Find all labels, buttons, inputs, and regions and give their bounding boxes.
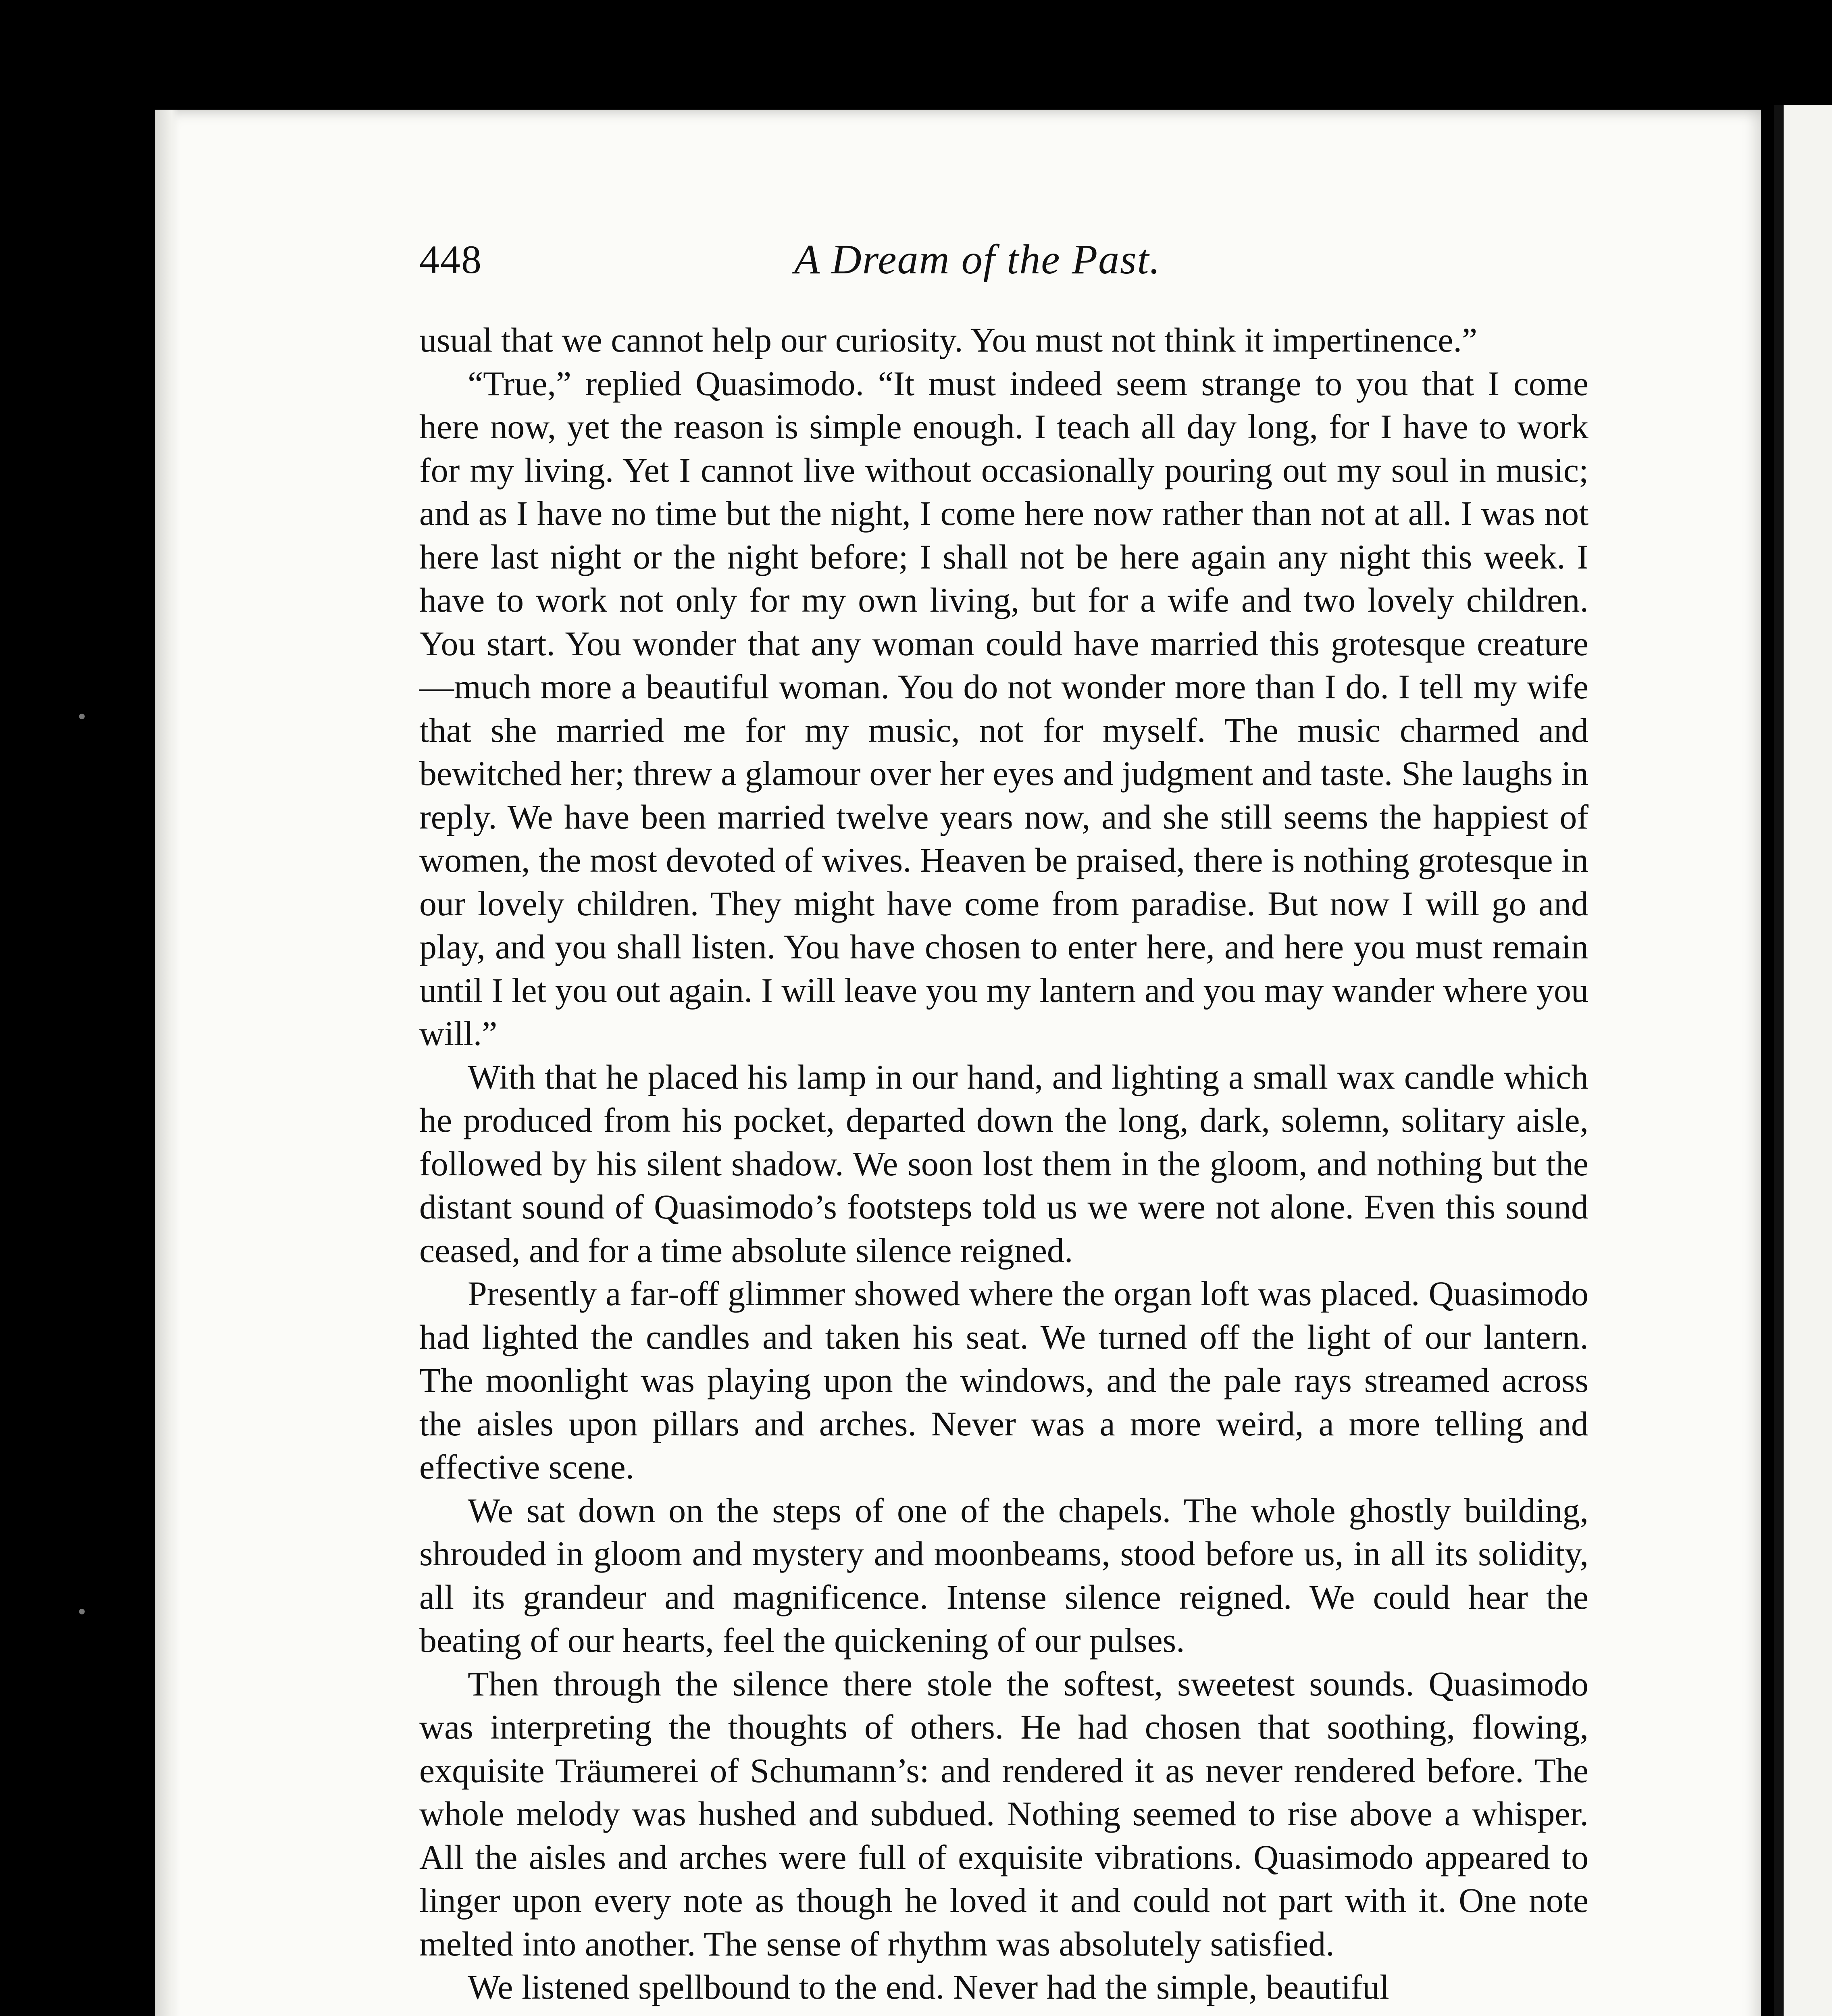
page-number: 448: [419, 237, 482, 282]
adjacent-page-edge: [1774, 105, 1832, 2016]
paragraph: Presently a far-off glimmer showed where the organ loft was placed. Quasimodo had lighted the candles and taken his seat. We turned off the light of our lantern. The moonlight was playing upon the windows, and the pale rays streamed across the aisles upon pillars and arches. Never was a more weird, a more telling and effective scene.: [419, 1274, 1588, 1486]
paragraph: “True,” replied Quasimodo. “It must indeed seem strange to you that I come here now, yet the reason is simple enough. I teach all day long, for I have to work for my living. Yet I cannot live without occasionally pouring out my soul in music; and as I have no time but the night, I come here now rather than not at all. I was not here last night or the night before; I shall not be here again any night this week. I have to work not only for my own living, but for a wife and two lovely children. You start. You wonder that any woman could have married this grotesque creature—much more a beautiful woman. You do not wonder more than I do. I tell my wife that she married me for my music, not for myself. The music charmed and bewitched her; threw a glamour over her eyes and judgment and taste. She laughs in reply. We have been married twelve years now, and she still seems the happiest of women, the most devoted of wives. Heaven be praised, there is nothing grotesque in our lovely children. They might have come from paradise. But now I will go and play, and you shall listen. You have chosen to enter here, and here you must remain until I let you out again. I will leave you my lantern and you may wander where you will.”: [419, 364, 1588, 1053]
body-text: [419, 319, 1588, 2009]
paragraph: We listened spellbound to the end. Never had the simple, beautiful: [468, 1968, 1389, 2006]
paragraph: We sat down on the steps of one of the chapels. The whole ghostly building, shrouded in gloom and mystery and moonbeams, stood before us, in all its solidity, all its grandeur and magnificence. Intense silence reigned. We could hear the beating of our hearts, feel the quickening of our pulses.: [419, 1491, 1588, 1660]
paragraph: usual that we cannot help our curiosity. You must not think it impertinence.”: [419, 321, 1478, 359]
page-header: [419, 235, 1605, 284]
running-title: A Dream of the Past.: [794, 236, 1161, 283]
paragraph: With that he placed his lamp in our hand, and lighting a small wax candle which he produced from his pocket, departed down the long, dark, solemn, solitary aisle, followed by his silent shadow. We soon lost them in the gloom, and nothing but the distant sound of Quasimodo’s footsteps told us we were not alone. Even this sound ceased, and for a time absolute silence reigned.: [419, 1057, 1588, 1270]
dust-speck: [79, 1609, 85, 1614]
dust-speck: [79, 714, 85, 719]
page-gutter-shadow: [155, 110, 179, 2016]
paragraph: Then through the silence there stole the softest, sweetest sounds. Quasimodo was interpreting the thoughts of others. He had chosen that soothing, flowing, exquisite Träumerei of Schumann’s: and rendered it as never rendered before. The whole melody was hushed and subdued. Nothing seemed to rise above a whisper. All the aisles and arches were full of exquisite vibrations. Quasimodo appeared to linger upon every note as though he loved it and could not part with it. One note melted into another. The sense of rhythm was absolutely satisfied.: [419, 1664, 1588, 1963]
